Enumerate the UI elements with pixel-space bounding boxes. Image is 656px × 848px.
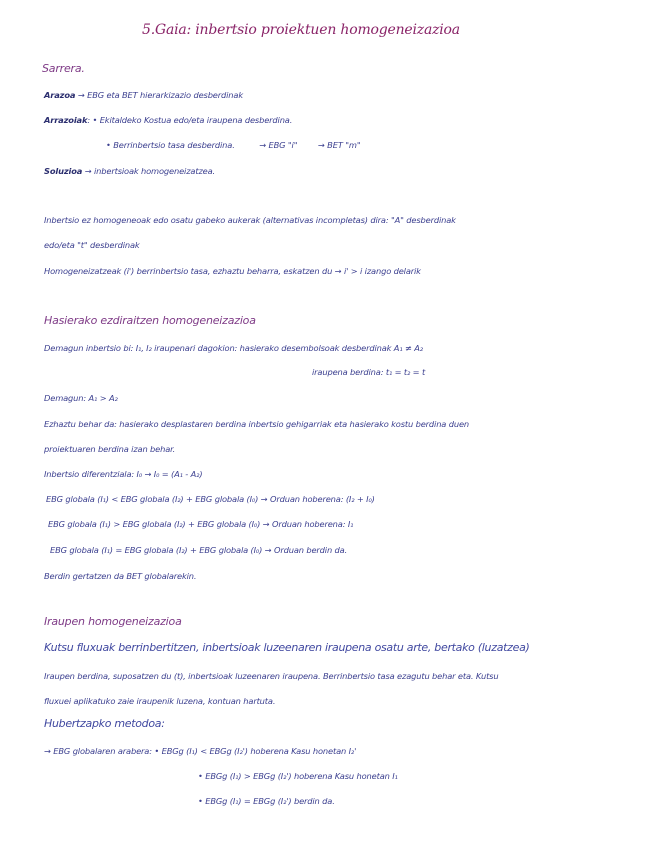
- hasierako-line-3: Demagun: A₁ > A₂: [44, 393, 118, 403]
- iraupen-line-3: fluxuei aplikatuko zaie iraupenik luzena, kontuan hartuta.: [44, 696, 276, 706]
- soluzioa-text: → inbertsioak homogeneizatzea.: [84, 166, 216, 176]
- hasierako-line-7: EBG globala (I₁) < EBG globala (I₂) + EBG globala (I₀) → Orduan hoberena: (I₂ + I₀): [46, 494, 375, 504]
- hasierako-line-6: Inbertsio diferentziala: I₀ → I₀ = (A₁ - A₂): [44, 469, 203, 479]
- arrazoiak-bet: → BET "m": [317, 140, 361, 150]
- arrazoiak-label: Arrazoiak: [44, 115, 88, 125]
- soluzioa-label: Soluzioa: [44, 166, 83, 176]
- hasierako-line-1: Demagun inbertsio bi: I₁, I₂ iraupenari dagokion: hasierako desembolsoak desberdinak A₁ ≠ A₂: [44, 343, 423, 353]
- arrazoiak-text-2: • Berrinbertsio tasa desberdina.: [106, 140, 235, 150]
- hasierako-line-9: EBG globala (I₁) = EBG globala (I₂) + EBG globala (I₀) → Orduan berdin da.: [50, 545, 348, 555]
- iraupen-line-4: Hubertzapko metodoa:: [44, 717, 165, 730]
- soluzioa-line: [44, 166, 215, 176]
- hasierako-line-4: Ezhaztu behar da: hasierako desplastaren berdina inbertsio gehigarriak eta hasierako kostu berdina duen: [44, 419, 470, 429]
- page-title: 5.Gaia: inbertsio proiektuen homogeneizazioa: [142, 22, 460, 38]
- section-heading-hasierako: Hasierako ezdiraitzen homogeneizazioa: [44, 314, 256, 327]
- hasierako-line-8: EBG globala (I₁) > EBG globala (I₂) + EBG globala (I₀) → Orduan hoberena: I₁: [48, 519, 354, 529]
- hasierako-line-5: proiektuaren berdina izan behar.: [44, 444, 176, 454]
- sarrera-paragraph-3: Homogeneizatzeak (i') berrinbertsio tasa, ezhaztu beharra, eskatzen du → i' > i izango delarik: [44, 266, 421, 276]
- iraupen-line-7: • EBGg (I₁) = EBGg (I₂') berdin da.: [198, 796, 335, 806]
- hasierako-line-2: iraupena berdina: t₁ = t₂ = t: [312, 367, 426, 377]
- sarrera-paragraph-1: Inbertsio ez homogeneoak edo osatu gabeko aukerak (alternativas incompletas) dira: "A" desberdinak: [44, 215, 456, 225]
- sarrera-paragraph-2: edo/eta "t" desberdinak: [44, 240, 140, 250]
- arazoa-line: [44, 90, 243, 100]
- section-heading-iraupen: Iraupen homogeneizazioa: [44, 615, 182, 628]
- iraupen-line-2: Iraupen berdina, suposatzen du (t), inbertsioak luzeenaren iraupena. Berrinbertsio tasa ezagutu behar eta. Kutsu: [44, 671, 499, 681]
- iraupen-line-1: Kutsu fluxuak berrinbertitzen, inbertsioak luzeenaren iraupena osatu arte, bertako (luzatzea): [44, 641, 530, 654]
- arazoa-text: → EBG eta BET hierarkizazio desberdinak: [77, 90, 243, 100]
- hasierako-line-10: Berdin gertatzen da BET globalarekin.: [44, 571, 197, 581]
- arrazoiak-text: : • Ekitaldeko Kostua edo/eta iraupena desberdina.: [87, 115, 293, 125]
- arrazoiak-line: [44, 115, 292, 125]
- arrazoiak-line-2: [106, 140, 360, 150]
- section-heading-sarrera: Sarrera.: [42, 62, 85, 75]
- arazoa-label: Arazoa: [44, 90, 76, 100]
- arrazoiak-ebg: → EBG "i": [259, 140, 298, 150]
- iraupen-line-5: → EBG globalaren arabera: • EBGg (I₁) < EBGg (I₂') hoberena Kasu honetan I₂': [44, 746, 357, 756]
- iraupen-line-6: • EBGg (I₁) > EBGg (I₂') hoberena Kasu honetan I₁: [198, 771, 398, 781]
